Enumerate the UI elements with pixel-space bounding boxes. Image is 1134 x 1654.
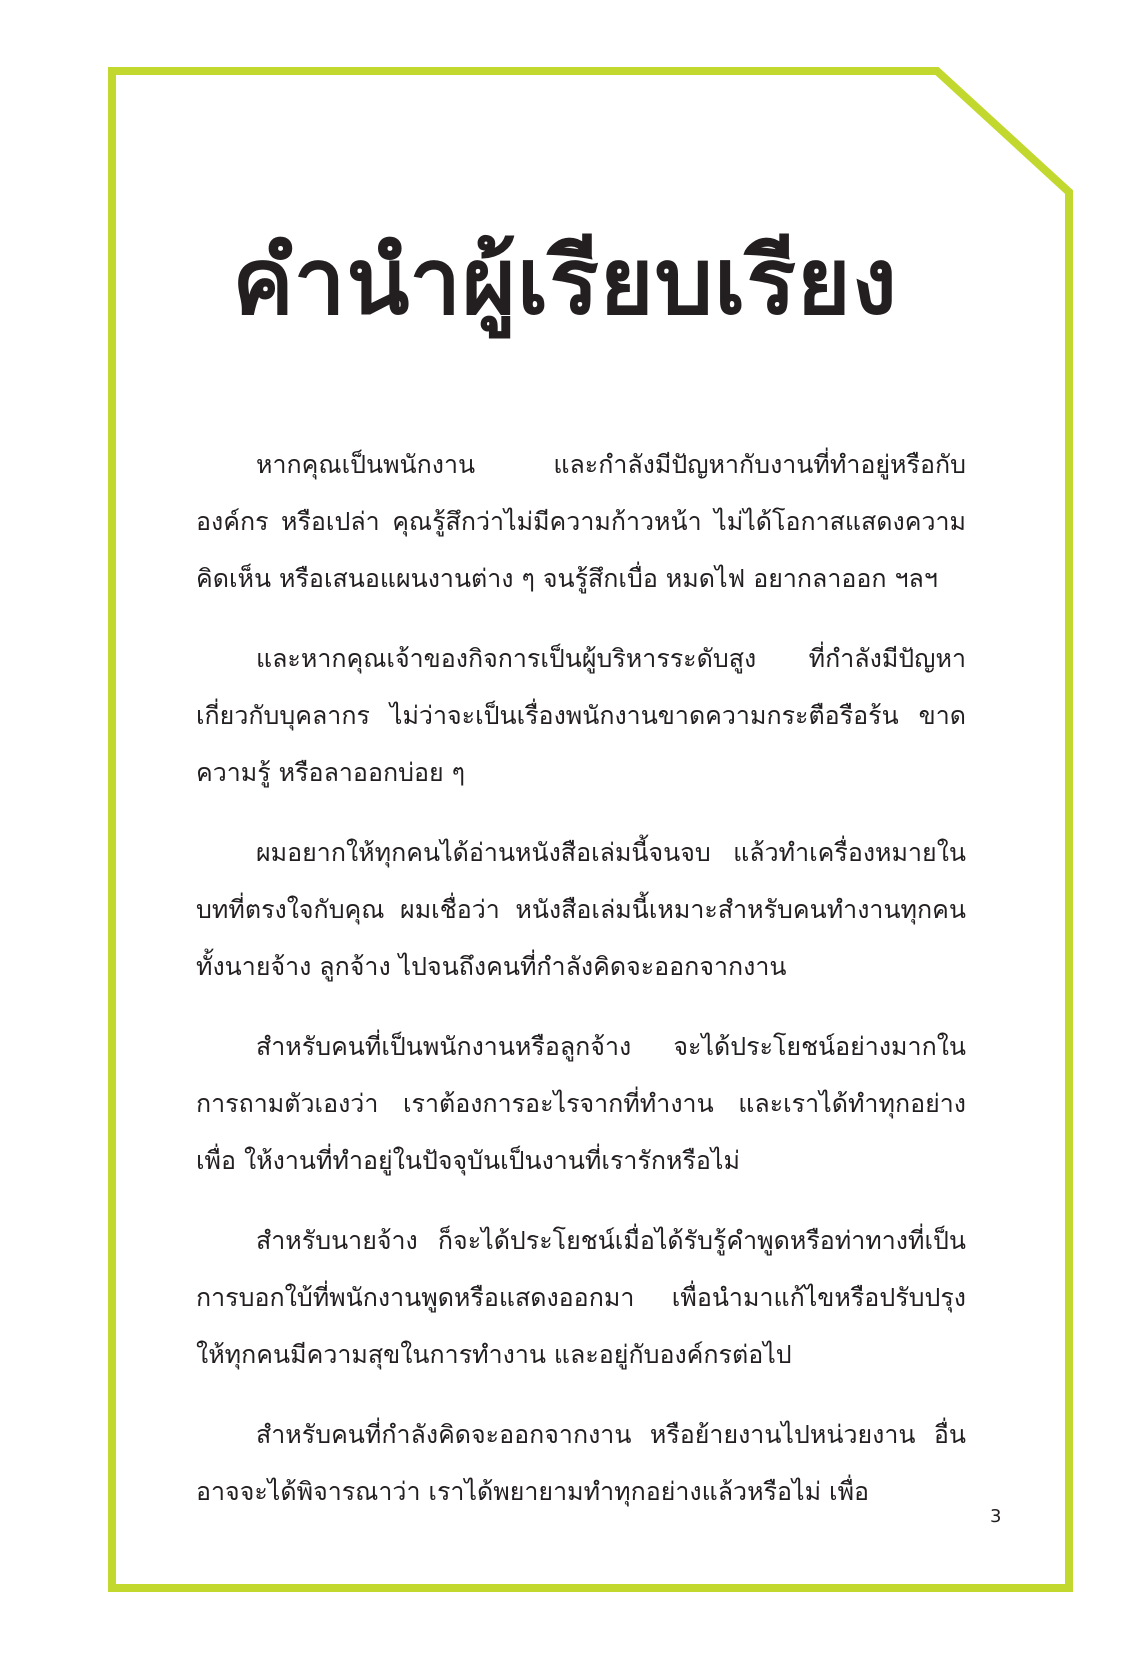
paragraph-2: และหากคุณเจ้าของกิจการเป็นผู้บริหารระดับสูง ที่กำลังมีปัญหา เกี่ยวกับบุคลากร ไม่ว่าจะเป็นเรื่องพนักงานขาดความกระตือรือร้น ขาดความรู้ หรือลาออกบ่อย ๆ — [196, 644, 966, 787]
page-title: คำนำผู้เรียบเรียง — [232, 228, 898, 335]
paragraph-4: สำหรับคนที่เป็นพนักงานหรือลูกจ้าง จะได้ประโยชน์อย่างมากใน การถามตัวเองว่า เราต้องการอะไรจากที่ทำงาน และเราได้ทำทุกอย่างเพื่อ ให้งานที่ทำอยู่ในปัจจุบันเป็นงานที่เรารักหรือไม่ — [196, 1032, 966, 1175]
paragraph-6: สำหรับคนที่กำลังคิดจะออกจากงาน หรือย้ายงานไปหน่วยงาน อื่น อาจจะได้พิจารณาว่า เราได้พยายามทำทุกอย่างแล้วหรือไม่ เพื่อ — [196, 1420, 966, 1506]
paragraph-3: ผมอยากให้ทุกคนได้อ่านหนังสือเล่มนี้จนจบ แล้วทำเครื่องหมายใน บทที่ตรงใจกับคุณ ผมเชื่อว่า หนังสือเล่มนี้เหมาะสำหรับคนทำงานทุกคน ทั้งนายจ้าง ลูกจ้าง ไปจนถึงคนที่กำลังคิดจะออกจากงาน — [196, 838, 966, 981]
preface-body — [196, 436, 966, 1543]
page-number: 3 — [990, 1506, 1002, 1527]
paragraph-1: หากคุณเป็นพนักงาน และกำลังมีปัญหากับงานที่ทำอยู่หรือกับองค์กร หรือเปล่า คุณรู้สึกว่าไม่มีความก้าวหน้า ไม่ได้โอกาสแสดงความคิดเห็น หรือเสนอแผนงานต่าง ๆ จนรู้สึกเบื่อ หมดไฟ อยากลาออก ฯลฯ — [196, 450, 966, 593]
paragraph-5: สำหรับนายจ้าง ก็จะได้ประโยชน์เมื่อได้รับรู้คำพูดหรือท่าทางที่เป็น การบอกใบ้ที่พนักงานพูดหรือแสดงออกมา เพื่อนำมาแก้ไขหรือปรับปรุง ให้ทุกคนมีความสุขในการทำงาน และอยู่กับองค์กรต่อไป — [196, 1226, 966, 1369]
